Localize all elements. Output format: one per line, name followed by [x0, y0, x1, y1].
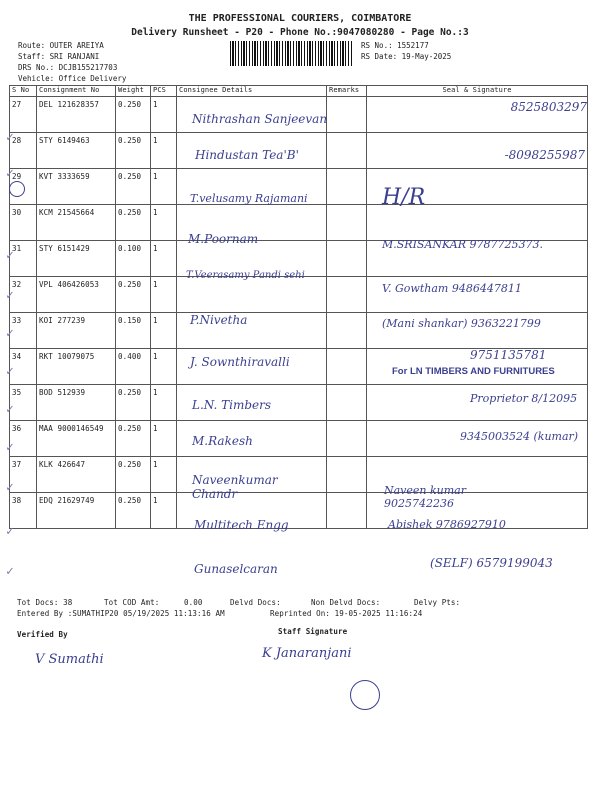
row-sno: 30: [10, 205, 37, 241]
tick-icon: ✓: [6, 326, 14, 341]
row-weight: 0.250: [116, 493, 151, 529]
rs-date: RS Date: 19-May-2025: [361, 52, 452, 61]
row-consignment: KLK 426647: [37, 457, 116, 493]
row-consignment: BOD 512939: [37, 385, 116, 421]
tick-icon: ✓: [6, 364, 14, 379]
tick-icon: ✓: [6, 248, 14, 263]
consignee-name: Nithrashan Sanjeevan: [192, 112, 328, 126]
consignee-name: M.Rakesh: [192, 434, 253, 448]
row-pcs: 1: [151, 313, 177, 349]
consignee-name: Naveenkumar Chandr: [192, 473, 278, 501]
route: Route: OUTER AREIYA: [18, 41, 104, 50]
row-consignment: VPL 406426053: [37, 277, 116, 313]
non-delvd-docs: Non Delvd Docs:: [311, 598, 381, 607]
consignee-name: Multitech Engg: [194, 518, 289, 532]
row-consignment: RKT 10079075: [37, 349, 116, 385]
tick-icon: ✓: [6, 480, 14, 495]
staff: Staff: SRI RANJANI: [18, 52, 100, 61]
tick-icon: ✓: [6, 564, 14, 579]
verified-by-label: Verified By: [17, 630, 68, 639]
signature: Abishek 9786927910: [388, 518, 506, 531]
tick-icon: ✓: [6, 440, 14, 455]
row-consignment: KOI 277239: [37, 313, 116, 349]
table-header: [10, 86, 588, 97]
consignee-name: T.velusamy Rajamani: [190, 192, 308, 205]
row-pcs: 1: [151, 421, 177, 457]
row-consignment: KVT 3333659: [37, 169, 116, 205]
signature: Naveen kumar 9025742236: [384, 484, 466, 510]
signature: Proprietor 8/12095: [470, 392, 578, 405]
row-sno: 34: [10, 349, 37, 385]
row-consignment: DEL 121628357: [37, 97, 116, 133]
consignee-name: M.Poornam: [188, 232, 259, 246]
consignee-name: P.Nivetha: [190, 313, 248, 327]
consignee-name: Hindustan Tea'B': [195, 148, 299, 162]
signature: 9345003524 (kumar): [460, 430, 579, 443]
row-weight: 0.250: [116, 385, 151, 421]
row-consignment: STY 6149463: [37, 133, 116, 169]
row-weight: 0.250: [116, 169, 151, 205]
row-pcs: 1: [151, 277, 177, 313]
row-sno: 38: [10, 493, 37, 529]
row-weight: 0.150: [116, 313, 151, 349]
signature: V. Gowtham 9486447811: [382, 282, 522, 295]
row-sno: 28: [10, 133, 37, 169]
entered-by: Entered By :SUMATHIP20 05/19/2025 11:13:16 AM: [17, 609, 225, 618]
consignee-name: L.N. Timbers: [192, 398, 272, 412]
table-row: [10, 205, 588, 241]
runsheet-subtitle: Delivery Runsheet - P20 - Phone No.:9047080280 - Page No.:3: [131, 27, 469, 38]
staff-signature-label: Staff Signature: [278, 627, 348, 636]
col-weight: Weight: [116, 86, 151, 97]
row-pcs: 1: [151, 385, 177, 421]
circle-mark-icon: [9, 181, 25, 197]
consignee-name: T.Veerasamy Pandi sehi: [186, 270, 305, 281]
signature: 8525803297: [510, 100, 587, 114]
rs-no: RS No.: 1552177: [361, 41, 429, 50]
row-pcs: 1: [151, 205, 177, 241]
col-consignment: Consignment No: [37, 86, 116, 97]
signature: -8098255987: [504, 148, 585, 162]
row-weight: 0.100: [116, 241, 151, 277]
row-consignment: EDQ 21629749: [37, 493, 116, 529]
row-pcs: 1: [151, 133, 177, 169]
row-weight: 0.250: [116, 133, 151, 169]
row-sno: 37: [10, 457, 37, 493]
row-sno: 33: [10, 313, 37, 349]
signature: H/R: [382, 185, 426, 210]
staff-signature: K Janaranjani: [262, 646, 352, 661]
row-sno: 31: [10, 241, 37, 277]
row-pcs: 1: [151, 169, 177, 205]
row-consignment: STY 6151429: [37, 241, 116, 277]
col-pcs: PCS: [151, 86, 177, 97]
row-weight: 0.250: [116, 277, 151, 313]
row-pcs: 1: [151, 97, 177, 133]
col-remarks: Remarks: [327, 86, 367, 97]
consignee-name: Gunaselcaran: [194, 562, 278, 576]
row-sno: 29: [10, 169, 37, 205]
col-sno: S No: [10, 86, 37, 97]
drs-no: DRS No.: DCJB155217703: [18, 63, 118, 72]
signature: (SELF) 6579199043: [430, 556, 553, 570]
col-seal: Seal & Signature: [367, 86, 588, 97]
verified-signature: V Sumathi: [35, 652, 104, 667]
barcode: [230, 41, 352, 66]
tick-icon: ✓: [6, 166, 14, 181]
consignee-name: J. Sownthiravalli: [190, 355, 290, 369]
signature: (Mani shankar) 9363221799: [382, 317, 541, 330]
tick-icon: ✓: [6, 288, 14, 303]
signature: M.SRISANKAR 9787725373.: [382, 238, 544, 251]
tick-icon: ✓: [6, 402, 14, 417]
row-sno: 32: [10, 277, 37, 313]
tick-icon: ✓: [6, 130, 14, 145]
signature: 9751135781: [470, 348, 547, 362]
circle-mark-icon: [350, 680, 380, 710]
row-sno: 36: [10, 421, 37, 457]
row-consignment: KCM 21545664: [37, 205, 116, 241]
row-pcs: 1: [151, 457, 177, 493]
row-weight: 0.250: [116, 205, 151, 241]
row-pcs: 1: [151, 349, 177, 385]
tot-docs: Tot Docs: 38: [17, 598, 73, 607]
reprinted-on: Reprinted On: 19-05-2025 11:16:24: [270, 609, 423, 618]
company-stamp: For LN TIMBERS AND FURNITURES: [392, 366, 555, 377]
row-weight: 0.250: [116, 421, 151, 457]
row-pcs: 1: [151, 241, 177, 277]
tot-cod-value: 0.00: [184, 598, 203, 607]
tot-cod-label: Tot COD Amt:: [104, 598, 160, 607]
row-weight: 0.250: [116, 457, 151, 493]
delvy-pts: Delvy Pts:: [414, 598, 461, 607]
row-pcs: 1: [151, 493, 177, 529]
company-title: THE PROFESSIONAL COURIERS, COIMBATORE: [188, 13, 412, 24]
row-sno: 27: [10, 97, 37, 133]
row-consignment: MAA 9000146549: [37, 421, 116, 457]
delvd-docs: Delvd Docs:: [230, 598, 281, 607]
tick-icon: ✓: [6, 524, 14, 539]
row-sno: 35: [10, 385, 37, 421]
row-weight: 0.250: [116, 97, 151, 133]
vehicle: Vehicle: Office Delivery: [18, 74, 127, 83]
row-weight: 0.400: [116, 349, 151, 385]
col-consignee: Consignee Details: [177, 86, 327, 97]
